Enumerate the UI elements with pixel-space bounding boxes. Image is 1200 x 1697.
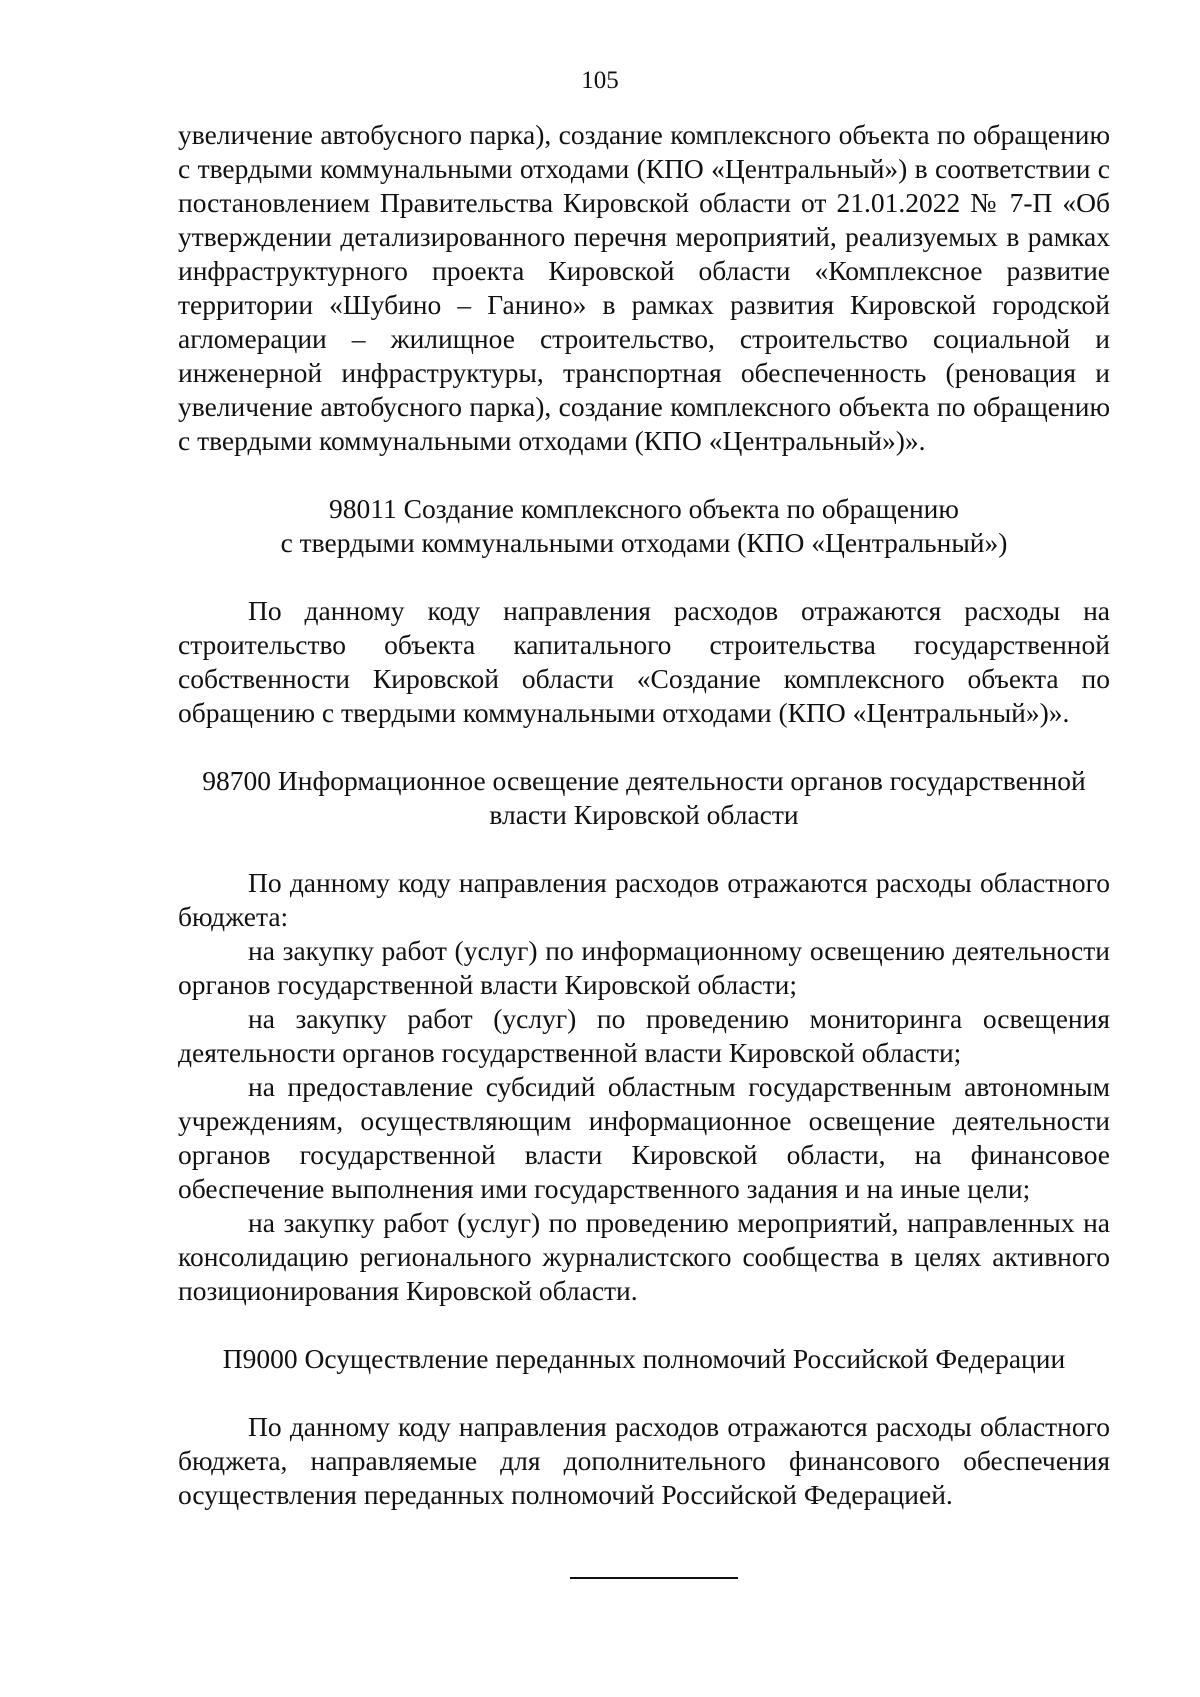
heading-98700	[178, 764, 1110, 832]
paragraph-p9000-description: По данному коду направления расходов отражаются расходы областного бюджета, направляемые для дополнительного финансового обеспечения осуществления переданных полномочий Российской Федерацией.	[178, 1411, 1110, 1510]
heading-98011-line1: 98011 Создание комплексного объекта по обращению	[329, 493, 959, 524]
paragraph-continuation: увеличение автобусного парка), создание комплексного объекта по обращению с твердыми коммунальными отходами (КПО «Центральный») в соответствии с постановлением Правительства Кировской области от 21.01.2022 № 7-П «Об утверждении детализированного перечня мероприятий, реализуемых в рамках инфраструктурного проекта Кировской области «Комплексное развитие территории «Шубино – Ганино» в рамках развития Кировской городской агломерации – жилищное строительство, строительство социальной и инженерной инфраструктуры, транспортная обеспеченность (реновация и увеличение автобусного парка), создание комплексного объекта по обращению с твердыми коммунальными отходами (КПО «Центральный»)».	[178, 119, 1110, 456]
paragraph-98700-item-4: на закупку работ (услуг) по проведению мероприятий, направленных на консолидацию регионального журналистского сообщества в целях активного позиционирования Кировской области.	[178, 1207, 1110, 1306]
paragraph-98700-item-2: на закупку работ (услуг) по проведению мониторинга освещения деятельности органов государственной власти Кировской области;	[178, 1003, 1110, 1068]
document-body	[178, 118, 1110, 1512]
end-separator-line	[570, 1577, 738, 1579]
heading-98011-line2: с твердыми коммунальными отходами (КПО «Центральный»)	[280, 527, 1008, 558]
paragraph-98700-intro: По данному коду направления расходов отражаются расходы областного бюджета:	[178, 867, 1110, 932]
heading-98011	[178, 492, 1110, 560]
page-number: 105	[581, 67, 619, 94]
paragraph-98700-item-1: на закупку работ (услуг) по информационному освещению деятельности органов государственной власти Кировской области;	[178, 935, 1110, 1000]
paragraph-98700-item-3: на предоставление субсидий областным государственным автономным учреждениям, осуществляющим информационное освещение деятельности органов государственной власти Кировской области, на финансовое обеспечение выполнения ими государственного задания и на иные цели;	[178, 1071, 1110, 1204]
heading-p9000: П9000 Осуществление переданных полномочий Российской Федерации	[222, 1343, 1066, 1374]
paragraph-98011-description: По данному коду направления расходов отражаются расходы на строительство объекта капитального строительства государственной собственности Кировской области «Создание комплексного объекта по обращению с твердыми коммунальными отходами (КПО «Центральный»)».	[178, 595, 1110, 728]
heading-98700-line1: 98700 Информационное освещение деятельности органов государственной	[202, 765, 1086, 796]
heading-98700-line2: власти Кировской области	[489, 799, 799, 830]
